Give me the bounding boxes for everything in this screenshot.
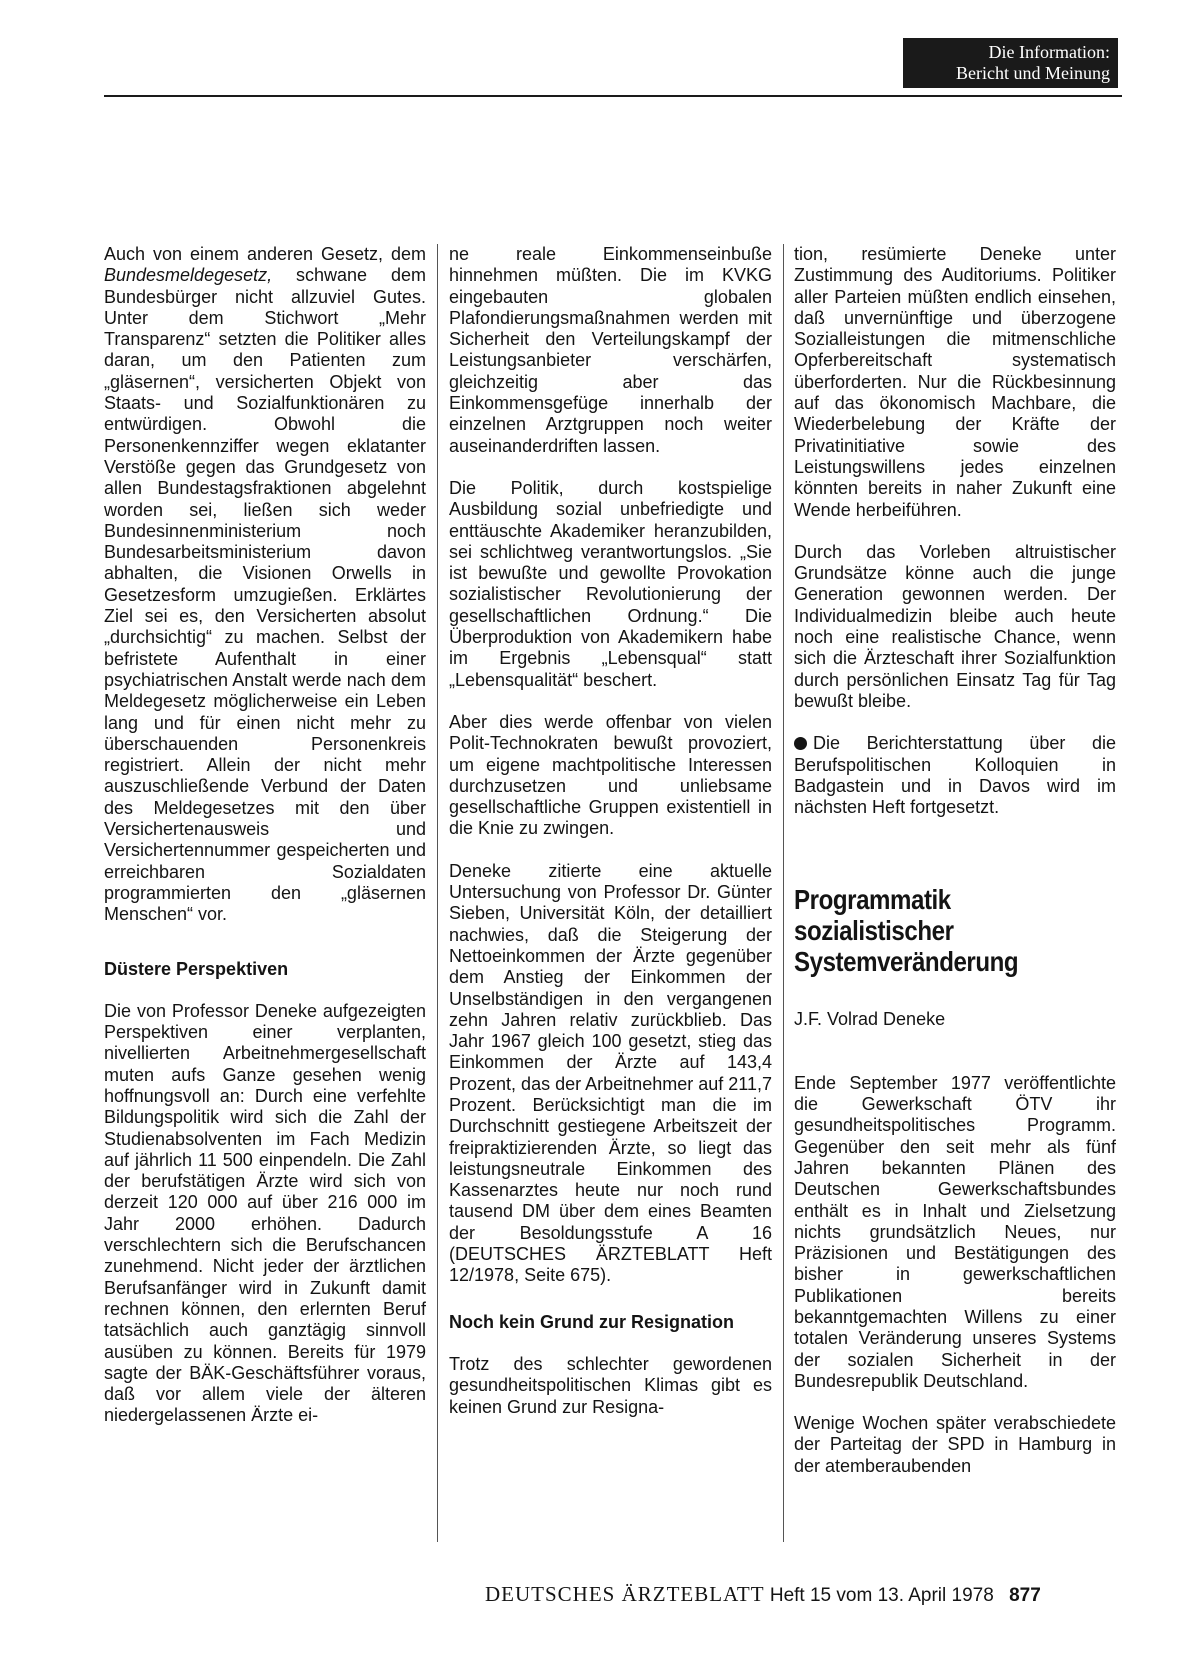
header-rule <box>104 95 1122 97</box>
section-badge-line2: Bericht und Meinung <box>956 63 1110 83</box>
paragraph: Die von Professor Deneke aufgezeigten Perspektiven einer verplanten, nivellierten Arbeitnehmergesellschaft muten aufs Ganze gesehen wenig hoffnungsvoll an: Durch eine verfehlte Bildungspolitik wird sich die Zahl der Studienabsolventen im Fach Medizin auf jährlich 11 500 einpendeln. Die Zahl der berufstätigen Ärzte wird sich von derzeit 120 000 auf über 216 000 im Jahr 2000 erhöhen. Dadurch verschlechtern sich die Berufschancen zunehmend. Nicht jeder der ärztlichen Berufsanfänger wird in Zukunft damit rechnen können, den erlernten Beruf tatsächlich auch ganztägig sinnvoll ausüben zu können. Bereits für 1979 sagte der BÄK-Geschäftsführer voraus, daß vor allem viele der älteren niedergelassenen Ärzte ei- <box>104 1000 426 1426</box>
article-author: J.F. Volrad Deneke <box>794 1009 946 1030</box>
bullet-icon <box>794 737 807 750</box>
article-title-line: Systemveränderung <box>794 946 1019 978</box>
journal-name: DEUTSCHES ÄRZTEBLATT <box>485 1582 765 1606</box>
paragraph: tion, resümierte Deneke unter Zustimmung des Auditoriums. Politiker aller Parteien müßten endlich einsehen, daß unvernünftige und überzogene Sozialleistungen die mitmenschliche Opferbereitschaft systematisch überforderten. Nur die Rückbesinnung auf das ökonomisch Machbare, die Wiederbelebung der Kräfte der Privatinitiative sowie des Leistungswillens jedes einzelnen könnten bereits in naher Zukunft eine Wende herbeiführen. <box>794 244 1116 520</box>
paragraph: ne reale Einkommenseinbuße hinnehmen müßten. Die im KVKG eingebauten globalen Plafondierungsmaßnahmen werden mit Sicherheit den Verteilungskampf der Leistungsanbieter verschärfen, gleichzeitig aber das Einkommensgefüge innerhalb der einzelnen Arztgruppen noch weiter auseinanderdriften lassen. <box>449 244 772 456</box>
text-run: schwane dem Bundesbürger nicht allzuviel Gutes. Unter dem Stichwort „Mehr Transparenz“ setzten die Politiker alles daran, um den Patienten zum „gläsernen“, versicherten Objekt von Staats- und Sozialfunktionären zu entwürdigen. Obwohl die Personenkennziffer wegen eklatanter Verstöße gegen das Grundgesetz von allen Bundestagsfraktionen abgelehnt worden sei, ließen sich weder Bundesinnenministerium noch Bundesarbeitsministerium davon abhalten, die Visionen Orwells in Gesetzesform umzugießen. Erklärtes Ziel sei es, den Versicherten absolut „durchsichtig“ zu machen. Selbst der befristete Aufenthalt in einer psychiatrischen Anstalt werde nach dem Meldegesetz möglicherweise ein Leben lang und für einen nicht mehr zu überschauenden Personenkreis registriert. Allein der nicht mehr auszuschließende Verbund der Daten des Meldegesetzes mit den über Versichertenausweis und Versichertennummer gespeicherten und erreichbaren Sozialdaten programmierten den „gläsernen Menschen“ vor. <box>104 265 426 925</box>
paragraph <box>794 733 1116 818</box>
page-footer <box>485 1582 1125 1612</box>
article-column-1 <box>104 244 426 1544</box>
section-badge <box>903 38 1118 88</box>
text-run: Auch von einem anderen Gesetz, dem <box>104 244 426 264</box>
paragraph: Durch das Vorleben altruistischer Grundsätze könne auch die junge Generation gewonnen werden. Der Individualmedizin bleibe auch heute noch eine realistische Chance, wenn sich die Ärzteschaft ihrer Sozialfunktion durch persönlichen Einsatz Tag für Tag bewußt bleibe. <box>794 541 1116 711</box>
paragraph <box>104 244 426 926</box>
page-number: 877 <box>1009 1585 1041 1606</box>
paragraph: Deneke zitierte eine aktuelle Untersuchung von Professor Dr. Günter Sieben, Universität Köln, der detailliert nachwies, daß die Steigerung der Nettoeinkommen der Ärzte gegenüber dem Anstieg der Einkommen der Unselbständigen in den vergangenen zehn Jahren relativ zurückblieb. Das Jahr 1967 gleich 100 gesetzt, stieg das Einkommen der Ärzte auf 143,4 Prozent, das der Arbeitnehmer auf 211,7 Prozent. Berücksichtigt man die im Durchschnitt gestiegene Arbeitszeit der freipraktizierenden Ärzte, so liegt das leistungsneutrale Einkommen des Kassenarztes heute nur noch rund tausend DM über dem eines Beamten der Besoldungsstufe A 16 (DEUTSCHES ÄRZTEBLATT Heft 12/1978, Seite 675). <box>449 860 772 1286</box>
subheading: Noch kein Grund zur Resignation <box>449 1311 735 1332</box>
article-title-line: Programmatik <box>794 884 951 916</box>
article-title-line: sozialistischer <box>794 915 954 947</box>
emphasis-text: Bundesmeldegesetz, <box>104 265 273 286</box>
paragraph: Trotz des schlechter gewordenen gesundheitspolitischen Klimas gibt es keinen Grund zur Resigna- <box>449 1353 772 1417</box>
paragraph: Ende September 1977 veröffentlichte die Gewerkschaft ÖTV ihr gesundheitspolitisches Programm. Gegenüber den seit mehr als fünf Jahren bekannten Plänen des Deutschen Gewerkschaftsbundes enthält es in Inhalt und Zielsetzung nichts grundsätzlich Neues, nur Präzisionen und Bestätigungen des bisher in gewerkschaftlichen Publikationen bereits bekanntgemachten Willens zu einer totalen Veränderung unseres Systems der sozialen Sicherheit in der Bundesrepublik Deutschland. <box>794 1072 1116 1391</box>
paragraph: Aber dies werde offenbar von vielen Polit-Technokraten bewußt provoziert, um eigene machtpolitische Interessen durchzusetzen und unliebsame gesellschaftliche Gruppen existentiell in die Knie zu zwingen. <box>449 711 772 839</box>
subheading: Düstere Perspektiven <box>104 958 289 979</box>
article-column-2 <box>449 244 772 1544</box>
column-divider <box>437 244 438 1542</box>
section-badge-line1: Die Information: <box>988 42 1110 62</box>
paragraph: Wenige Wochen später verabschiedete der Parteitag der SPD in Hamburg in der atemberaubenden <box>794 1413 1116 1476</box>
paragraph: Die Politik, durch kostspielige Ausbildung sozial unbefriedigte und enttäuschte Akademiker heranzubilden, sei schlichtweg verantwortungslos. „Sie ist bewußte und gewollte Provokation sozialistischer Revolutionierung der gesellschaftlichen Ordnung.“ Die Überproduktion von Akademikern habe im Ergebnis „Lebensqual“ statt „Lebensqualität“ beschert. <box>449 477 772 690</box>
text-run: Die Berichterstattung über die Berufspolitischen Kolloquien in Badgastein und in Davos wird im nächsten Heft fortgesetzt. <box>794 733 1116 818</box>
article-column-3 <box>794 244 1116 1544</box>
column-divider <box>783 244 784 1542</box>
article-title <box>794 884 1071 977</box>
issue-info: Heft 15 vom 13. April 1978 <box>769 1585 994 1606</box>
